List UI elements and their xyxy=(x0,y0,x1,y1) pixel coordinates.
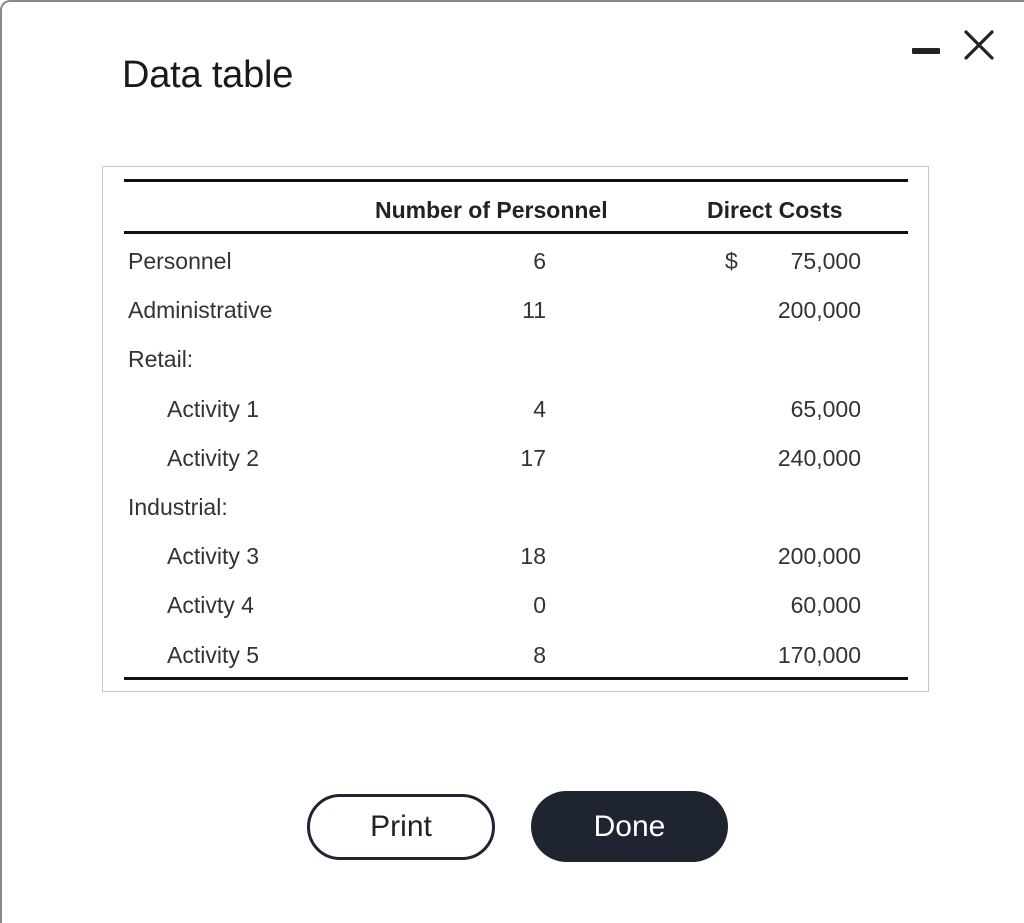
minimize-icon[interactable] xyxy=(912,30,940,60)
personnel-count: 0 xyxy=(533,592,546,619)
table-row xyxy=(103,346,930,382)
table-top-rule xyxy=(124,179,908,182)
table-row xyxy=(103,642,930,678)
row-label: Administrative xyxy=(128,297,273,324)
table-row xyxy=(103,592,930,628)
table-header-rule xyxy=(124,231,908,234)
header-direct-costs: Direct Costs xyxy=(707,197,843,223)
row-label: Activity 1 xyxy=(167,395,260,422)
table-row xyxy=(103,543,930,579)
table-row xyxy=(103,494,930,530)
table-row xyxy=(103,297,930,333)
print-button[interactable]: Print xyxy=(307,794,495,860)
dialog-title: Data table xyxy=(122,54,294,96)
row-label: Industrial: xyxy=(128,494,228,520)
table-row xyxy=(103,248,930,284)
table-bottom-rule xyxy=(124,677,908,680)
row-label: Activity 2 xyxy=(167,444,260,471)
table-row xyxy=(103,396,930,432)
header-number-of-personnel: Number of Personnel xyxy=(375,197,608,223)
personnel-count: 18 xyxy=(520,543,546,570)
direct-cost: 200,000 xyxy=(777,543,861,570)
direct-cost: 200,000 xyxy=(777,297,861,324)
direct-cost: 65,000 xyxy=(790,395,861,422)
direct-cost: 75,000 xyxy=(790,248,861,274)
personnel-count: 8 xyxy=(533,641,546,668)
personnel-count: 4 xyxy=(533,395,546,422)
direct-cost: 170,000 xyxy=(777,641,861,668)
window-controls xyxy=(912,28,996,62)
personnel-count: 11 xyxy=(522,297,546,324)
row-label: Activity 5 xyxy=(167,641,260,668)
table-row xyxy=(103,445,930,481)
row-label: Retail: xyxy=(128,346,194,373)
direct-cost: 240,000 xyxy=(777,444,861,471)
direct-cost: 60,000 xyxy=(790,592,861,619)
done-button[interactable]: Done xyxy=(531,791,728,862)
row-label: Activity 3 xyxy=(167,543,260,570)
personnel-count: 17 xyxy=(520,444,546,471)
row-label: Activty 4 xyxy=(167,592,254,619)
currency-symbol: $ xyxy=(725,248,738,274)
row-label: Personnel xyxy=(128,248,232,274)
data-table xyxy=(102,166,929,692)
personnel-count: 6 xyxy=(533,248,546,274)
close-icon[interactable] xyxy=(962,28,996,62)
